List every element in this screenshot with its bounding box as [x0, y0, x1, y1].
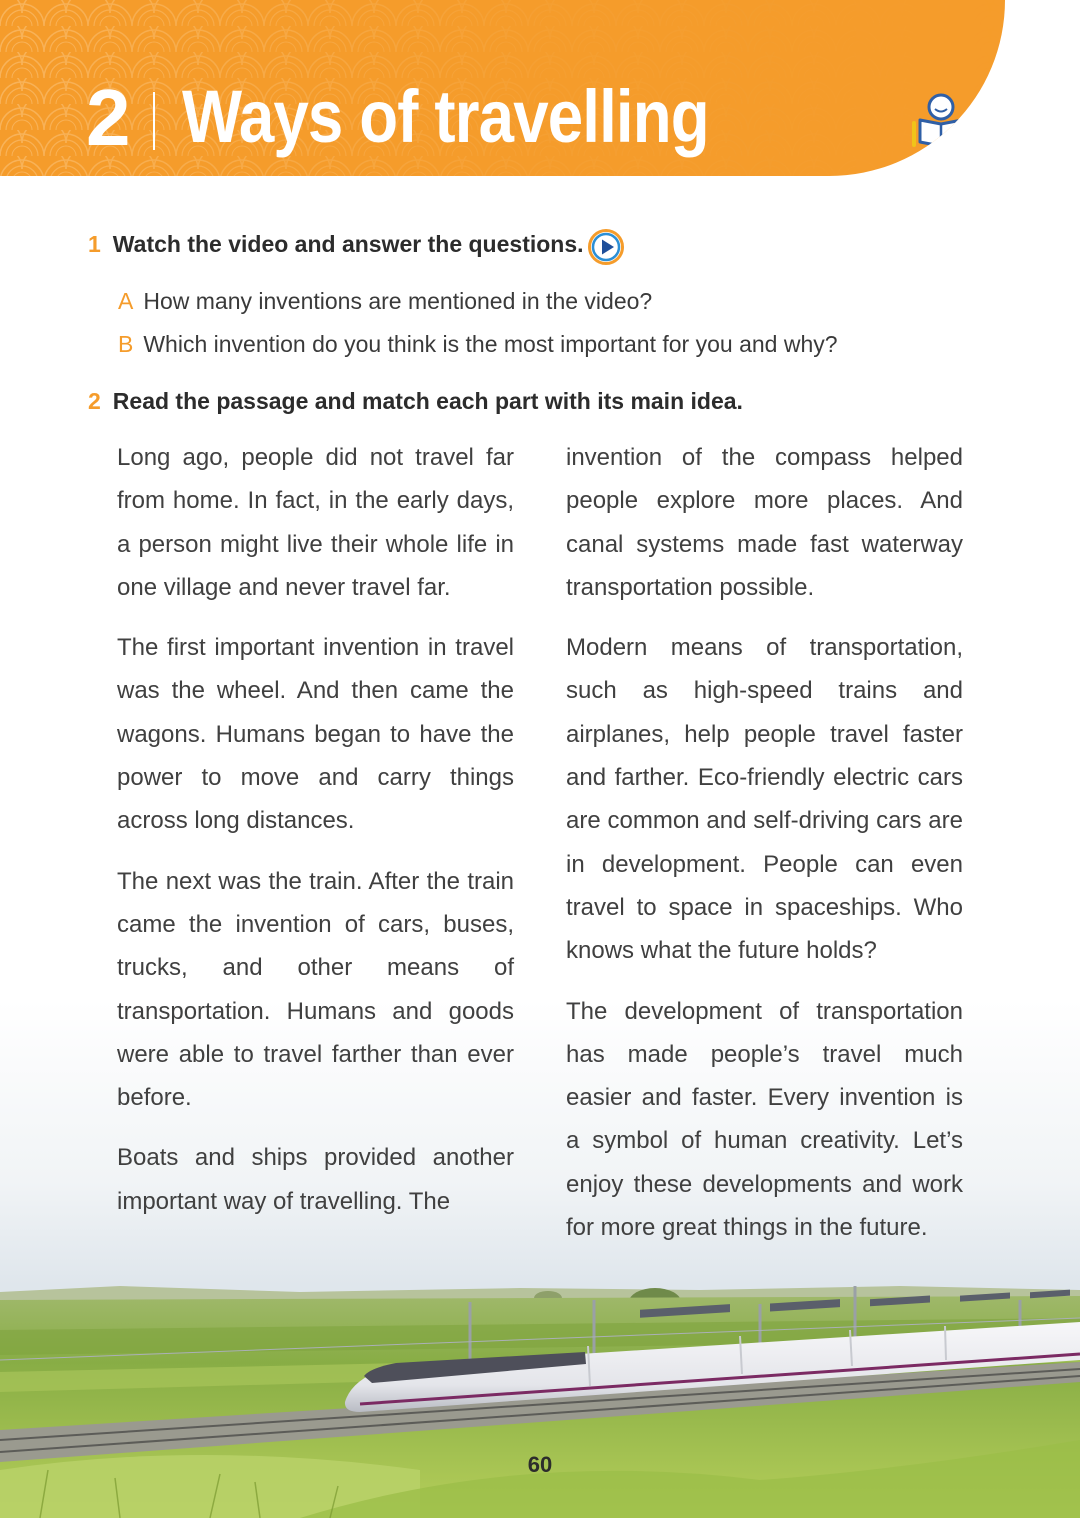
passage-paragraph: Modern means of transportation, such as high-speed trains and airplanes, help people travel faster and farther. Eco-friendly electric cars are common and self-driving cars are in development. People can even travel to space in spaceships. Who knows what the future holds? [566, 634, 963, 965]
play-video-icon[interactable] [588, 229, 624, 265]
question-b [118, 331, 838, 358]
passage-paragraph: The next was the train. After the train came the invention of cars, buses, trucks, and other means of transportation. Humans and goods were able to travel farther than ever before. [117, 867, 514, 1112]
reading-person-icon [912, 90, 970, 148]
passage-paragraph: Boats and ships provided another important way of travelling. The [117, 1144, 514, 1215]
passage-paragraph: The first important invention in travel was the wheel. And then came the wagons. Humans began to have the power to move and carry things across long distances. [117, 634, 514, 835]
unit-banner [0, 0, 1005, 176]
question-a-text: How many inventions are mentioned in the video? [143, 288, 653, 314]
exercise-2-instruction: Read the passage and match each part with its main idea. [112, 388, 743, 414]
exercise-2-number: 2 [88, 388, 101, 414]
exercise-1-header [88, 231, 584, 258]
passage-paragraph: Long ago, people did not travel far from home. In fact, in the early days, a person might live their whole life in one village and never travel far. [117, 444, 514, 601]
passage-paragraph: invention of the compass helped people explore more places. And canal systems made fast waterway transportation possible. [566, 444, 963, 601]
question-a-letter: A [118, 288, 134, 314]
title-divider [153, 92, 155, 150]
passage-paragraph: The development of transportation has made people’s travel much easier and faster. Every invention is a symbol of human creativity. Let’s enjoy these developments and work for more great things in the future. [566, 997, 963, 1242]
question-a [118, 288, 652, 315]
exercise-1-instruction: Watch the video and answer the questions. [112, 231, 584, 257]
page-number: 60 [527, 1452, 553, 1477]
passage-right-column [566, 436, 963, 1266]
exercise-2-header [88, 388, 743, 415]
question-b-text: Which invention do you think is the most important for you and why? [143, 331, 838, 357]
unit-number: 2 [86, 73, 131, 162]
exercise-1-number: 1 [88, 231, 101, 257]
question-b-letter: B [118, 331, 134, 357]
passage-left-column [117, 436, 514, 1240]
unit-title: Ways of travelling [182, 75, 709, 158]
